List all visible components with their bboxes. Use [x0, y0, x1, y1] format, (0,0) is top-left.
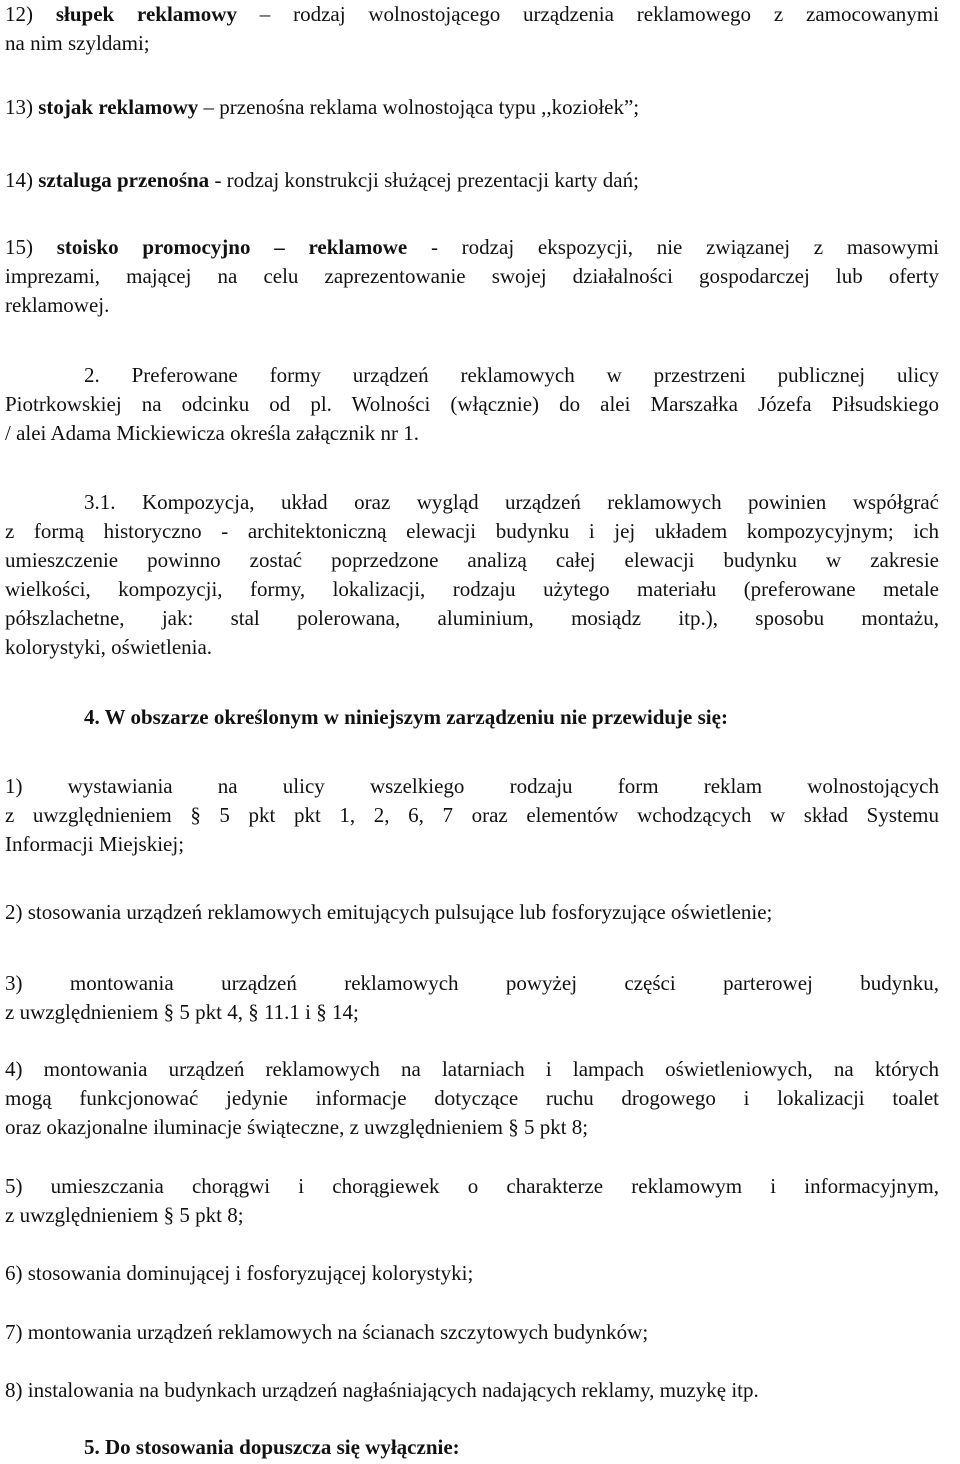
item-15-term: stoisko promocyjno – reklamowe: [56, 235, 408, 259]
section-4-item-3: 3) montowania urządzeń reklamowych powyżej części parterowej budynku, z uwzględnieniem § 5 pkt 4, § 11.1 i § 14;: [5, 971, 939, 1024]
section-3-1-paragraph: 3.1. Kompozycja, układ oraz wygląd urządzeń reklamowych powinien współgrać z formą historyczno - architektoniczną elewacji budynku i jej układem kompozycyjnym; ich umieszczenie powinno zostać poprzedzone analizą całej elewacji budynku w zakresie wielkości, kompozycji, formy, lokalizacji, rodzaju użytego materiału (preferowane metale półszlachetne, jak: stal polerowana, aluminium, mosiądz itp.), sposobu montażu, kolorystyki, oświetlenia.: [5, 490, 939, 659]
item-12-line1: 12) słupek reklamowy – rodzaj wolnostojącego urządzenia reklamowego z zamocowanymi: [5, 2, 939, 26]
item-15-line2: imprezami, mającej na celu zaprezentowanie swojej działalności gospodarczej lub oferty: [5, 264, 939, 288]
section-4-item-4: 4) montowania urządzeń reklamowych na latarniach i lampach oświetleniowych, na których mogą funkcjonować jedynie informacje dotyczące ruchu drogowego i lokalizacji toalet oraz okazjonalne iluminacje świąteczne, z uwzględnieniem § 5 pkt 8;: [5, 1057, 939, 1139]
section-4-item-2: 2) stosowania urządzeń reklamowych emitujących pulsujące lub fosforyzujące oświetlenie;: [5, 900, 773, 924]
section-4-item-7: 7) montowania urządzeń reklamowych na ścianach szczytowych budynków;: [5, 1320, 649, 1344]
item-15-line3: reklamowej.: [5, 293, 110, 317]
item-14-term: sztaluga przenośna: [38, 168, 210, 192]
section-5-heading: 5. Do stosowania dopuszcza się wyłącznie:: [84, 1435, 460, 1459]
item-15-line1: 15) stoisko promocyjno – reklamowe - rodzaj ekspozycji, nie związanej z masowymi: [5, 235, 940, 259]
section-4-item-1: 1) wystawiania na ulicy wszelkiego rodzaju form reklam wolnostojących z uwzględnieniem § 5 pkt pkt 1, 2, 6, 7 oraz elementów wchodzących w skład Systemu Informacji Miejskiej;: [5, 774, 939, 856]
item-13-term: stojak reklamowy: [38, 95, 199, 119]
item-14: 14) sztaluga przenośna - rodzaj konstrukcji służącej prezentacji karty dań;: [5, 168, 639, 192]
item-15: [5, 233, 939, 320]
section-4-item-8: 8) instalowania na budynkach urządzeń nagłaśniających nadających reklamy, muzykę itp.: [5, 1378, 759, 1402]
item-12: [5, 0, 939, 58]
item-12-line2: na nim szyldami;: [5, 31, 150, 55]
section-4-item-6: 6) stosowania dominującej i fosforyzującej kolorystyki;: [5, 1261, 474, 1285]
item-12-term: słupek reklamowy: [55, 2, 237, 26]
section-4-item-5: 5) umieszczania chorągwi i chorągiewek o charakterze reklamowym i informacyjnym, z uwzględnieniem § 5 pkt 8;: [5, 1174, 939, 1227]
section-4-heading: 4. W obszarze określonym w niniejszym zarządzeniu nie przewiduje się:: [84, 705, 728, 729]
item-13: 13) stojak reklamowy – przenośna reklama wolnostojąca typu ,,koziołek”;: [5, 95, 640, 119]
section-2-paragraph: 2. Preferowane formy urządzeń reklamowych w przestrzeni publicznej ulicy Piotrkowskiej na odcinku od pl. Wolności (włącznie) do alei Marszałka Józefa Piłsudskiego / alei Adama Mickiewicza określa załącznik nr 1.: [5, 363, 939, 445]
